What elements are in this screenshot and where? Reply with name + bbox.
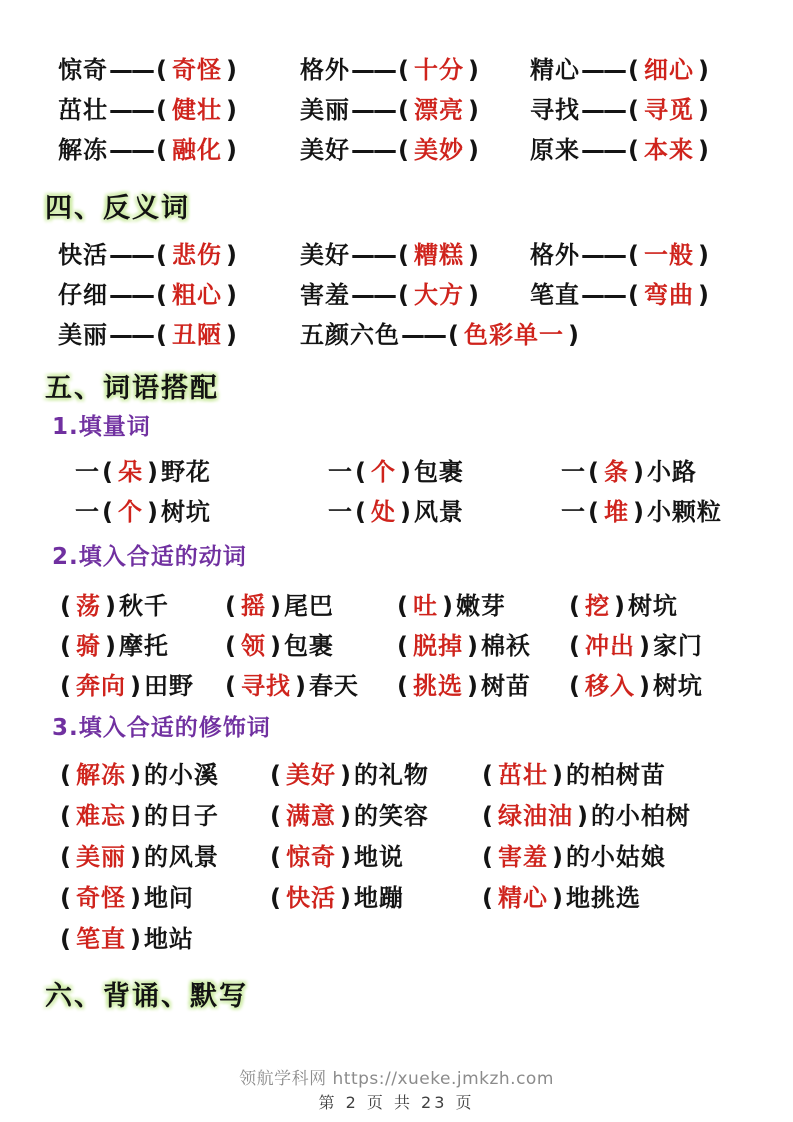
close-paren: ) xyxy=(225,55,238,84)
word-pair xyxy=(300,235,530,270)
noun-word: 的小溪 xyxy=(143,761,219,789)
measure-phrase xyxy=(561,492,765,527)
verb-phrase xyxy=(58,626,223,661)
noun-word: 小颗粒 xyxy=(646,497,722,526)
noun-word: 树坑 xyxy=(652,671,703,700)
answer-word: 美好 xyxy=(285,761,336,789)
synonyms-section xyxy=(58,47,765,167)
close-paren: ) xyxy=(225,240,238,269)
close-paren: ) xyxy=(466,631,479,660)
close-paren: ) xyxy=(441,591,454,620)
noun-word: 的小柏树 xyxy=(590,802,691,830)
close-paren: ) xyxy=(632,457,645,486)
dash-line: —— xyxy=(581,280,625,309)
close-paren: ) xyxy=(225,320,238,349)
open-paren: ( xyxy=(355,497,367,526)
open-paren: ( xyxy=(102,497,114,526)
answer-word: 健壮 xyxy=(171,95,222,124)
close-paren: ) xyxy=(339,884,352,912)
close-paren: ) xyxy=(339,843,352,871)
open-paren: ( xyxy=(270,802,282,830)
answer-word: 满意 xyxy=(285,802,336,830)
word-pair xyxy=(530,275,765,310)
noun-word: 的笑容 xyxy=(353,802,429,830)
open-paren: ( xyxy=(60,591,72,620)
noun-word: 家门 xyxy=(652,631,703,660)
answer-word: 摇 xyxy=(240,591,266,620)
noun-word: 野花 xyxy=(160,457,211,486)
close-paren: ) xyxy=(269,631,282,660)
noun-word: 的柏树苗 xyxy=(565,761,666,789)
answer-word: 惊奇 xyxy=(285,843,336,871)
base-word: 格外 xyxy=(300,55,350,84)
verb-phrase xyxy=(223,666,395,701)
open-paren: ( xyxy=(156,95,168,124)
answer-word: 本来 xyxy=(643,135,694,164)
modifier-phrase xyxy=(58,755,268,790)
base-word: 惊奇 xyxy=(58,55,108,84)
noun-word: 风景 xyxy=(413,497,464,526)
close-paren: ) xyxy=(467,95,480,124)
noun-word: 的风景 xyxy=(143,843,219,871)
open-paren: ( xyxy=(270,843,282,871)
close-paren: ) xyxy=(697,280,710,309)
modifier-row xyxy=(58,793,765,834)
verb-phrase xyxy=(567,666,765,701)
word-pair xyxy=(58,130,300,165)
close-paren: ) xyxy=(467,55,480,84)
measure-phrase xyxy=(561,452,765,487)
answer-word: 难忘 xyxy=(75,802,126,830)
base-word: 美丽 xyxy=(58,320,108,349)
close-paren: ) xyxy=(567,320,580,349)
open-paren: ( xyxy=(60,925,72,953)
dash-line: —— xyxy=(581,95,625,124)
noun-word: 的小姑娘 xyxy=(565,843,666,871)
word-pair xyxy=(300,275,530,310)
open-paren: ( xyxy=(355,457,367,486)
answer-word: 朵 xyxy=(117,457,143,486)
dash-line: —— xyxy=(581,55,625,84)
answer-word: 寻找 xyxy=(240,671,291,700)
noun-word: 棉袄 xyxy=(480,631,531,660)
noun-word: 摩托 xyxy=(118,631,169,660)
verb-row xyxy=(58,623,765,663)
word-pair xyxy=(300,90,530,125)
dash-line: —— xyxy=(351,240,395,269)
verbs-section xyxy=(58,583,765,703)
noun-word: 的礼物 xyxy=(353,761,429,789)
dash-line: —— xyxy=(109,280,153,309)
base-word: 寻找 xyxy=(530,95,580,124)
base-word: 害羞 xyxy=(300,280,350,309)
open-paren: ( xyxy=(397,591,409,620)
close-paren: ) xyxy=(551,761,564,789)
answer-word: 美妙 xyxy=(413,135,464,164)
word-pair xyxy=(300,130,530,165)
answer-word: 脱掉 xyxy=(412,631,463,660)
answer-word: 奇怪 xyxy=(75,884,126,912)
measure-phrase xyxy=(328,492,561,527)
measure-row xyxy=(75,489,765,529)
noun-word: 春天 xyxy=(308,671,359,700)
close-paren: ) xyxy=(697,240,710,269)
word-pair xyxy=(530,130,765,165)
answer-word: 奔向 xyxy=(75,671,126,700)
open-paren: ( xyxy=(60,631,72,660)
modifier-phrase xyxy=(268,755,480,790)
verb-row xyxy=(58,663,765,703)
modifier-phrase xyxy=(58,837,268,872)
close-paren: ) xyxy=(225,95,238,124)
close-paren: ) xyxy=(269,591,282,620)
open-paren: ( xyxy=(482,843,494,871)
synonym-row xyxy=(58,87,765,127)
base-word: 美好 xyxy=(300,135,350,164)
noun-word: 地挑选 xyxy=(565,884,641,912)
prefix-word: 一 xyxy=(75,457,100,486)
answer-word: 绿油油 xyxy=(497,802,573,830)
answer-word: 害羞 xyxy=(497,843,548,871)
base-word: 格外 xyxy=(530,240,580,269)
open-paren: ( xyxy=(448,320,460,349)
open-paren: ( xyxy=(569,631,581,660)
answer-word: 个 xyxy=(117,497,143,526)
close-paren: ) xyxy=(129,802,142,830)
modifier-phrase xyxy=(58,878,268,913)
answer-word: 骑 xyxy=(75,631,101,660)
answer-word: 粗心 xyxy=(171,280,222,309)
verb-phrase xyxy=(223,586,395,621)
base-word: 原来 xyxy=(530,135,580,164)
noun-word: 地蹦 xyxy=(353,884,404,912)
answer-word: 堆 xyxy=(603,497,629,526)
close-paren: ) xyxy=(399,497,412,526)
verb-phrase xyxy=(395,626,567,661)
open-paren: ( xyxy=(270,761,282,789)
close-paren: ) xyxy=(339,761,352,789)
answer-word: 挖 xyxy=(584,591,610,620)
verb-phrase xyxy=(567,586,765,621)
subheading-verbs: 2.填入合适的动词 xyxy=(52,544,247,570)
open-paren: ( xyxy=(628,55,640,84)
verb-phrase xyxy=(223,626,395,661)
noun-word: 的日子 xyxy=(143,802,219,830)
open-paren: ( xyxy=(398,135,410,164)
modifier-phrase xyxy=(58,796,268,831)
open-paren: ( xyxy=(628,95,640,124)
modifier-phrase xyxy=(480,878,765,913)
base-word: 美丽 xyxy=(300,95,350,124)
section-heading-antonyms: 四、反义词 xyxy=(45,193,190,224)
measure-words-section xyxy=(58,449,765,529)
close-paren: ) xyxy=(294,671,307,700)
measure-phrase xyxy=(75,492,328,527)
dash-line: —— xyxy=(109,240,153,269)
close-paren: ) xyxy=(467,280,480,309)
base-word: 解冻 xyxy=(58,135,108,164)
answer-word: 寻觅 xyxy=(643,95,694,124)
open-paren: ( xyxy=(588,457,600,486)
open-paren: ( xyxy=(398,55,410,84)
modifier-phrase xyxy=(268,796,480,831)
close-paren: ) xyxy=(467,240,480,269)
verb-phrase xyxy=(567,626,765,661)
base-word: 精心 xyxy=(530,55,580,84)
section-heading-collocations: 五、词语搭配 xyxy=(45,373,219,404)
verb-row xyxy=(58,583,765,623)
open-paren: ( xyxy=(156,240,168,269)
close-paren: ) xyxy=(697,95,710,124)
modifier-row xyxy=(58,916,765,957)
close-paren: ) xyxy=(576,802,589,830)
answer-word: 精心 xyxy=(497,884,548,912)
close-paren: ) xyxy=(225,135,238,164)
open-paren: ( xyxy=(270,884,282,912)
verb-phrase xyxy=(58,586,223,621)
answer-word: 融化 xyxy=(171,135,222,164)
noun-word: 嫩芽 xyxy=(455,591,506,620)
modifier-phrase xyxy=(480,837,765,872)
word-pair xyxy=(58,275,300,310)
open-paren: ( xyxy=(60,843,72,871)
close-paren: ) xyxy=(129,843,142,871)
answer-word: 条 xyxy=(603,457,629,486)
answer-word: 冲出 xyxy=(584,631,635,660)
close-paren: ) xyxy=(146,497,159,526)
open-paren: ( xyxy=(60,761,72,789)
open-paren: ( xyxy=(225,631,237,660)
dash-line: —— xyxy=(401,320,445,349)
base-word: 仔细 xyxy=(58,280,108,309)
open-paren: ( xyxy=(569,671,581,700)
open-paren: ( xyxy=(225,591,237,620)
word-pair xyxy=(530,90,765,125)
open-paren: ( xyxy=(628,240,640,269)
open-paren: ( xyxy=(628,280,640,309)
open-paren: ( xyxy=(60,884,72,912)
open-paren: ( xyxy=(156,135,168,164)
antonym-row xyxy=(58,272,765,312)
close-paren: ) xyxy=(632,497,645,526)
modifier-phrase xyxy=(480,796,765,831)
open-paren: ( xyxy=(397,671,409,700)
verb-phrase xyxy=(395,586,567,621)
modifiers-section xyxy=(58,752,765,957)
close-paren: ) xyxy=(638,671,651,700)
subheading-measure-words: 1.填量词 xyxy=(52,414,151,440)
prefix-word: 一 xyxy=(328,457,353,486)
answer-word: 漂亮 xyxy=(413,95,464,124)
modifier-row xyxy=(58,875,765,916)
modifier-row xyxy=(58,834,765,875)
antonym-row xyxy=(58,312,765,352)
close-paren: ) xyxy=(551,884,564,912)
close-paren: ) xyxy=(467,135,480,164)
open-paren: ( xyxy=(60,802,72,830)
word-pair xyxy=(58,50,300,85)
close-paren: ) xyxy=(551,843,564,871)
open-paren: ( xyxy=(569,591,581,620)
close-paren: ) xyxy=(697,135,710,164)
answer-word: 美丽 xyxy=(75,843,126,871)
answer-word: 大方 xyxy=(413,280,464,309)
open-paren: ( xyxy=(397,631,409,660)
answer-word: 移入 xyxy=(584,671,635,700)
word-pair xyxy=(58,235,300,270)
noun-word: 包裹 xyxy=(283,631,334,660)
subheading-modifiers: 3.填入合适的修饰词 xyxy=(52,715,271,741)
open-paren: ( xyxy=(398,280,410,309)
word-pair xyxy=(300,315,765,350)
answer-word: 十分 xyxy=(413,55,464,84)
open-paren: ( xyxy=(398,95,410,124)
close-paren: ) xyxy=(225,280,238,309)
word-pair xyxy=(530,235,765,270)
noun-word: 地说 xyxy=(353,843,404,871)
close-paren: ) xyxy=(466,671,479,700)
dash-line: —— xyxy=(581,135,625,164)
page-footer xyxy=(0,1064,793,1113)
base-word: 笔直 xyxy=(530,280,580,309)
antonyms-section xyxy=(58,232,765,352)
noun-word: 秋千 xyxy=(118,591,169,620)
modifier-phrase xyxy=(268,837,480,872)
answer-word: 丑陋 xyxy=(171,320,222,349)
close-paren: ) xyxy=(129,884,142,912)
answer-word: 解冻 xyxy=(75,761,126,789)
open-paren: ( xyxy=(482,761,494,789)
answer-word: 糟糕 xyxy=(413,240,464,269)
prefix-word: 一 xyxy=(328,497,353,526)
word-pair xyxy=(530,50,765,85)
verb-phrase xyxy=(395,666,567,701)
noun-word: 树坑 xyxy=(160,497,211,526)
dash-line: —— xyxy=(351,280,395,309)
answer-word: 荡 xyxy=(75,591,101,620)
base-word: 五颜六色 xyxy=(300,320,400,349)
answer-word: 弯曲 xyxy=(643,280,694,309)
noun-word: 尾巴 xyxy=(283,591,334,620)
word-pair xyxy=(58,90,300,125)
modifier-row xyxy=(58,752,765,793)
synonym-row xyxy=(58,47,765,87)
prefix-word: 一 xyxy=(75,497,100,526)
prefix-word: 一 xyxy=(561,457,586,486)
footer-page-number: 第 2 页 共 23 页 xyxy=(318,1093,475,1112)
answer-word: 挑选 xyxy=(412,671,463,700)
footer-site-link: 领航学科网 https://xueke.jmkzh.com xyxy=(239,1069,554,1089)
answer-word: 茁壮 xyxy=(497,761,548,789)
dash-line: —— xyxy=(581,240,625,269)
base-word: 茁壮 xyxy=(58,95,108,124)
answer-word: 奇怪 xyxy=(171,55,222,84)
close-paren: ) xyxy=(129,925,142,953)
open-paren: ( xyxy=(482,802,494,830)
measure-phrase xyxy=(328,452,561,487)
dash-line: —— xyxy=(109,320,153,349)
word-pair xyxy=(300,50,530,85)
antonym-row xyxy=(58,232,765,272)
open-paren: ( xyxy=(156,55,168,84)
prefix-word: 一 xyxy=(561,497,586,526)
modifier-phrase xyxy=(58,919,268,954)
dash-line: —— xyxy=(109,135,153,164)
close-paren: ) xyxy=(104,631,117,660)
dash-line: —— xyxy=(109,95,153,124)
close-paren: ) xyxy=(129,671,142,700)
open-paren: ( xyxy=(60,671,72,700)
dash-line: —— xyxy=(351,55,395,84)
measure-row xyxy=(75,449,765,489)
modifier-phrase xyxy=(480,755,765,790)
open-paren: ( xyxy=(156,280,168,309)
base-word: 快活 xyxy=(58,240,108,269)
synonym-row xyxy=(58,127,765,167)
noun-word: 树苗 xyxy=(480,671,531,700)
noun-word: 地问 xyxy=(143,884,194,912)
close-paren: ) xyxy=(613,591,626,620)
noun-word: 田野 xyxy=(143,671,194,700)
open-paren: ( xyxy=(156,320,168,349)
answer-word: 细心 xyxy=(643,55,694,84)
answer-word: 一般 xyxy=(643,240,694,269)
noun-word: 树坑 xyxy=(627,591,678,620)
dash-line: —— xyxy=(109,55,153,84)
close-paren: ) xyxy=(129,761,142,789)
close-paren: ) xyxy=(638,631,651,660)
open-paren: ( xyxy=(588,497,600,526)
answer-word: 笔直 xyxy=(75,925,126,953)
section-heading-recite: 六、背诵、默写 xyxy=(45,981,248,1012)
noun-word: 小路 xyxy=(646,457,697,486)
answer-word: 悲伤 xyxy=(171,240,222,269)
answer-word: 领 xyxy=(240,631,266,660)
measure-phrase xyxy=(75,452,328,487)
close-paren: ) xyxy=(104,591,117,620)
open-paren: ( xyxy=(628,135,640,164)
close-paren: ) xyxy=(697,55,710,84)
answer-word: 色彩单一 xyxy=(463,320,564,349)
dash-line: —— xyxy=(351,95,395,124)
dash-line: —— xyxy=(351,135,395,164)
noun-word: 地站 xyxy=(143,925,194,953)
close-paren: ) xyxy=(146,457,159,486)
answer-word: 快活 xyxy=(285,884,336,912)
answer-word: 吐 xyxy=(412,591,438,620)
word-pair xyxy=(58,315,300,350)
answer-word: 处 xyxy=(370,497,396,526)
base-word: 美好 xyxy=(300,240,350,269)
close-paren: ) xyxy=(399,457,412,486)
open-paren: ( xyxy=(225,671,237,700)
modifier-phrase xyxy=(268,878,480,913)
open-paren: ( xyxy=(482,884,494,912)
noun-word: 包裹 xyxy=(413,457,464,486)
answer-word: 个 xyxy=(370,457,396,486)
verb-phrase xyxy=(58,666,223,701)
close-paren: ) xyxy=(339,802,352,830)
open-paren: ( xyxy=(398,240,410,269)
open-paren: ( xyxy=(102,457,114,486)
